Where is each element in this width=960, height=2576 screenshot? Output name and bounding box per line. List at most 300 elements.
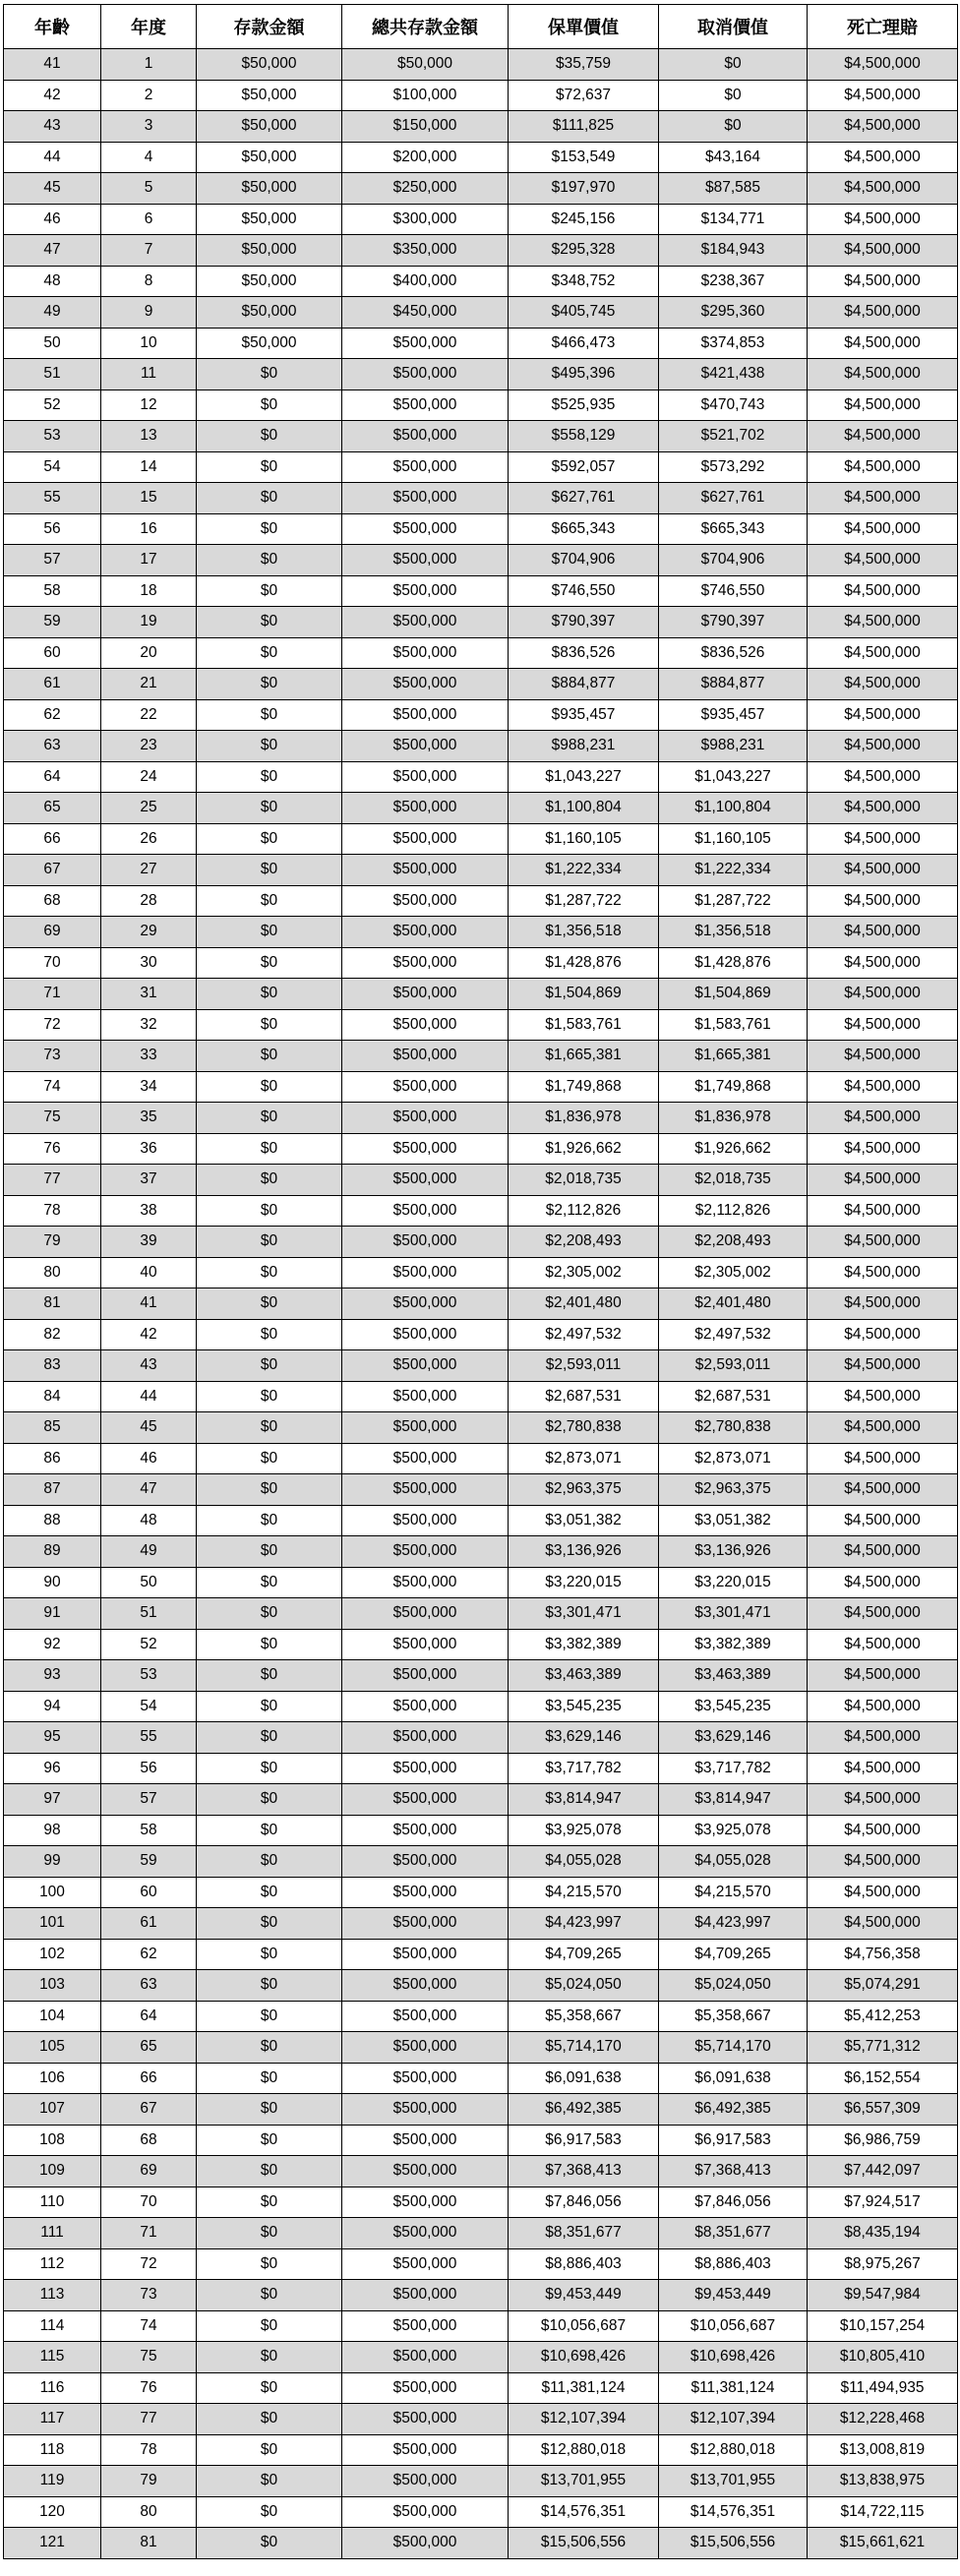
cell-total-deposit: $500,000 <box>342 1629 509 1660</box>
cell-surrender-value: $134,771 <box>659 204 808 235</box>
cell-surrender-value: $1,160,105 <box>659 823 808 855</box>
table-row <box>4 947 958 979</box>
cell-death-benefit: $4,500,000 <box>808 1288 958 1320</box>
cell-total-deposit: $500,000 <box>342 793 509 824</box>
cell-surrender-value: $0 <box>659 49 808 81</box>
table-row <box>4 1350 958 1382</box>
cell-deposit-amount: $0 <box>197 545 342 576</box>
cell-deposit-amount: $0 <box>197 731 342 762</box>
cell-age: 121 <box>4 2528 101 2559</box>
cell-death-benefit: $8,975,267 <box>808 2248 958 2280</box>
cell-year: 17 <box>101 545 197 576</box>
cell-deposit-amount: $50,000 <box>197 266 342 297</box>
cell-age: 109 <box>4 2156 101 2187</box>
cell-total-deposit: $500,000 <box>342 1908 509 1940</box>
cell-death-benefit: $4,500,000 <box>808 575 958 607</box>
cell-death-benefit: $4,500,000 <box>808 1474 958 1506</box>
cell-death-benefit: $4,500,000 <box>808 1908 958 1940</box>
cell-deposit-amount: $50,000 <box>197 80 342 111</box>
table-row <box>4 1227 958 1258</box>
cell-deposit-amount: $0 <box>197 2434 342 2466</box>
cell-policy-value: $704,906 <box>509 545 659 576</box>
cell-surrender-value: $2,305,002 <box>659 1257 808 1288</box>
cell-age: 61 <box>4 669 101 700</box>
cell-surrender-value: $2,497,532 <box>659 1319 808 1350</box>
table-row <box>4 451 958 483</box>
cell-surrender-value: $4,215,570 <box>659 1877 808 1908</box>
table-row <box>4 2094 958 2126</box>
cell-total-deposit: $500,000 <box>342 2496 509 2528</box>
cell-death-benefit: $4,500,000 <box>808 266 958 297</box>
cell-age: 97 <box>4 1784 101 1816</box>
cell-death-benefit: $5,771,312 <box>808 2032 958 2064</box>
cell-deposit-amount: $0 <box>197 637 342 669</box>
cell-surrender-value: $1,749,868 <box>659 1071 808 1103</box>
cell-policy-value: $3,925,078 <box>509 1815 659 1846</box>
cell-total-deposit: $500,000 <box>342 2372 509 2404</box>
cell-deposit-amount: $0 <box>197 483 342 514</box>
cell-age: 120 <box>4 2496 101 2528</box>
cell-age: 108 <box>4 2125 101 2156</box>
table-row <box>4 1443 958 1474</box>
cell-year: 75 <box>101 2342 197 2373</box>
cell-total-deposit: $500,000 <box>342 483 509 514</box>
table-row <box>4 2001 958 2032</box>
cell-total-deposit: $500,000 <box>342 2248 509 2280</box>
cell-age: 75 <box>4 1103 101 1134</box>
cell-total-deposit: $150,000 <box>342 111 509 143</box>
cell-death-benefit: $4,500,000 <box>808 1691 958 1722</box>
cell-year: 10 <box>101 328 197 359</box>
cell-surrender-value: $238,367 <box>659 266 808 297</box>
cell-death-benefit: $7,442,097 <box>808 2156 958 2187</box>
cell-death-benefit: $4,500,000 <box>808 1598 958 1630</box>
table-row <box>4 1815 958 1846</box>
cell-surrender-value: $1,356,518 <box>659 917 808 948</box>
cell-year: 74 <box>101 2310 197 2342</box>
table-row <box>4 1041 958 1072</box>
cell-policy-value: $3,717,782 <box>509 1753 659 1784</box>
cell-surrender-value: $3,925,078 <box>659 1815 808 1846</box>
cell-policy-value: $525,935 <box>509 389 659 421</box>
cell-surrender-value: $0 <box>659 80 808 111</box>
cell-surrender-value: $8,886,403 <box>659 2248 808 2280</box>
cell-year: 58 <box>101 1815 197 1846</box>
cell-death-benefit: $5,074,291 <box>808 1970 958 2002</box>
cell-deposit-amount: $0 <box>197 1722 342 1754</box>
cell-death-benefit: $4,500,000 <box>808 1815 958 1846</box>
cell-death-benefit: $4,500,000 <box>808 111 958 143</box>
table-row <box>4 1195 958 1227</box>
cell-year: 12 <box>101 389 197 421</box>
cell-policy-value: $3,051,382 <box>509 1505 659 1536</box>
cell-policy-value: $746,550 <box>509 575 659 607</box>
cell-policy-value: $3,545,235 <box>509 1691 659 1722</box>
cell-surrender-value: $9,453,449 <box>659 2280 808 2311</box>
cell-death-benefit: $4,500,000 <box>808 1381 958 1412</box>
cell-age: 50 <box>4 328 101 359</box>
cell-age: 48 <box>4 266 101 297</box>
cell-policy-value: $6,917,583 <box>509 2125 659 2156</box>
table-row <box>4 1288 958 1320</box>
cell-total-deposit: $500,000 <box>342 1195 509 1227</box>
cell-deposit-amount: $0 <box>197 607 342 638</box>
table-row <box>4 1133 958 1165</box>
cell-death-benefit: $4,500,000 <box>808 235 958 267</box>
table-row <box>4 2310 958 2342</box>
cell-age: 111 <box>4 2218 101 2249</box>
cell-year: 71 <box>101 2218 197 2249</box>
cell-age: 116 <box>4 2372 101 2404</box>
table-row <box>4 885 958 917</box>
cell-year: 19 <box>101 607 197 638</box>
cell-total-deposit: $500,000 <box>342 885 509 917</box>
cell-deposit-amount: $0 <box>197 1288 342 1320</box>
cell-policy-value: $3,136,926 <box>509 1536 659 1568</box>
cell-policy-value: $4,055,028 <box>509 1846 659 1878</box>
cell-deposit-amount: $0 <box>197 1598 342 1630</box>
cell-deposit-amount: $0 <box>197 2528 342 2559</box>
table-row <box>4 389 958 421</box>
cell-policy-value: $1,287,722 <box>509 885 659 917</box>
cell-age: 64 <box>4 761 101 793</box>
cell-deposit-amount: $0 <box>197 1195 342 1227</box>
cell-deposit-amount: $0 <box>197 451 342 483</box>
cell-deposit-amount: $0 <box>197 1505 342 1536</box>
cell-deposit-amount: $0 <box>197 1009 342 1041</box>
table-row <box>4 2156 958 2187</box>
cell-total-deposit: $500,000 <box>342 1319 509 1350</box>
cell-surrender-value: $521,702 <box>659 421 808 452</box>
cell-age: 73 <box>4 1041 101 1072</box>
cell-policy-value: $5,358,667 <box>509 2001 659 2032</box>
cell-age: 55 <box>4 483 101 514</box>
table-body <box>4 49 958 2559</box>
cell-total-deposit: $500,000 <box>342 1877 509 1908</box>
cell-deposit-amount: $0 <box>197 1443 342 1474</box>
cell-total-deposit: $500,000 <box>342 389 509 421</box>
cell-year: 27 <box>101 855 197 886</box>
cell-surrender-value: $10,698,426 <box>659 2342 808 2373</box>
cell-deposit-amount: $0 <box>197 1846 342 1878</box>
cell-surrender-value: $6,492,385 <box>659 2094 808 2126</box>
table-row <box>4 2187 958 2218</box>
cell-year: 79 <box>101 2466 197 2497</box>
cell-death-benefit: $4,500,000 <box>808 1257 958 1288</box>
cell-year: 14 <box>101 451 197 483</box>
cell-total-deposit: $500,000 <box>342 1784 509 1816</box>
cell-death-benefit: $4,500,000 <box>808 1412 958 1444</box>
cell-deposit-amount: $0 <box>197 2032 342 2064</box>
cell-age: 43 <box>4 111 101 143</box>
cell-deposit-amount: $0 <box>197 917 342 948</box>
cell-policy-value: $35,759 <box>509 49 659 81</box>
cell-year: 46 <box>101 1443 197 1474</box>
cell-year: 6 <box>101 204 197 235</box>
cell-policy-value: $7,368,413 <box>509 2156 659 2187</box>
cell-year: 24 <box>101 761 197 793</box>
cell-death-benefit: $6,986,759 <box>808 2125 958 2156</box>
table-row <box>4 359 958 390</box>
cell-year: 31 <box>101 979 197 1010</box>
cell-deposit-amount: $0 <box>197 1784 342 1816</box>
cell-deposit-amount: $0 <box>197 979 342 1010</box>
cell-age: 107 <box>4 2094 101 2126</box>
table-header-row <box>4 5 958 49</box>
cell-policy-value: $558,129 <box>509 421 659 452</box>
cell-deposit-amount: $0 <box>197 1133 342 1165</box>
cell-surrender-value: $2,873,071 <box>659 1443 808 1474</box>
cell-surrender-value: $2,687,531 <box>659 1381 808 1412</box>
cell-surrender-value: $14,576,351 <box>659 2496 808 2528</box>
cell-death-benefit: $4,500,000 <box>808 513 958 545</box>
cell-age: 52 <box>4 389 101 421</box>
cell-policy-value: $2,112,826 <box>509 1195 659 1227</box>
cell-total-deposit: $500,000 <box>342 947 509 979</box>
cell-total-deposit: $500,000 <box>342 2434 509 2466</box>
cell-year: 48 <box>101 1505 197 1536</box>
table-row <box>4 421 958 452</box>
cell-total-deposit: $500,000 <box>342 2218 509 2249</box>
cell-total-deposit: $500,000 <box>342 1257 509 1288</box>
cell-age: 58 <box>4 575 101 607</box>
cell-death-benefit: $4,500,000 <box>808 669 958 700</box>
cell-year: 8 <box>101 266 197 297</box>
cell-death-benefit: $4,500,000 <box>808 328 958 359</box>
cell-year: 28 <box>101 885 197 917</box>
cell-deposit-amount: $50,000 <box>197 328 342 359</box>
cell-age: 79 <box>4 1227 101 1258</box>
cell-total-deposit: $200,000 <box>342 142 509 173</box>
cell-deposit-amount: $0 <box>197 1970 342 2002</box>
cell-deposit-amount: $0 <box>197 1815 342 1846</box>
table-row <box>4 917 958 948</box>
table-row <box>4 669 958 700</box>
cell-total-deposit: $500,000 <box>342 1939 509 1970</box>
table-row <box>4 1474 958 1506</box>
cell-total-deposit: $500,000 <box>342 545 509 576</box>
cell-deposit-amount: $0 <box>197 2404 342 2435</box>
cell-age: 85 <box>4 1412 101 1444</box>
cell-policy-value: $1,836,978 <box>509 1103 659 1134</box>
cell-policy-value: $988,231 <box>509 731 659 762</box>
cell-policy-value: $2,963,375 <box>509 1474 659 1506</box>
cell-age: 114 <box>4 2310 101 2342</box>
cell-total-deposit: $500,000 <box>342 1350 509 1382</box>
table-row <box>4 2528 958 2559</box>
cell-total-deposit: $500,000 <box>342 1009 509 1041</box>
cell-total-deposit: $500,000 <box>342 328 509 359</box>
cell-deposit-amount: $0 <box>197 1908 342 1940</box>
cell-surrender-value: $8,351,677 <box>659 2218 808 2249</box>
cell-death-benefit: $4,500,000 <box>808 297 958 329</box>
cell-year: 15 <box>101 483 197 514</box>
cell-year: 22 <box>101 699 197 731</box>
cell-deposit-amount: $50,000 <box>197 297 342 329</box>
cell-age: 100 <box>4 1877 101 1908</box>
cell-surrender-value: $665,343 <box>659 513 808 545</box>
cell-death-benefit: $4,500,000 <box>808 545 958 576</box>
cell-age: 99 <box>4 1846 101 1878</box>
cell-surrender-value: $3,136,926 <box>659 1536 808 1568</box>
cell-policy-value: $3,301,471 <box>509 1598 659 1630</box>
cell-surrender-value: $4,055,028 <box>659 1846 808 1878</box>
cell-deposit-amount: $0 <box>197 1165 342 1196</box>
cell-deposit-amount: $50,000 <box>197 173 342 205</box>
cell-year: 23 <box>101 731 197 762</box>
cell-surrender-value: $3,545,235 <box>659 1691 808 1722</box>
cell-policy-value: $627,761 <box>509 483 659 514</box>
cell-year: 62 <box>101 1939 197 1970</box>
cell-total-deposit: $500,000 <box>342 1412 509 1444</box>
cell-deposit-amount: $0 <box>197 1753 342 1784</box>
cell-policy-value: $12,107,394 <box>509 2404 659 2435</box>
cell-deposit-amount: $0 <box>197 699 342 731</box>
cell-surrender-value: $43,164 <box>659 142 808 173</box>
cell-death-benefit: $4,500,000 <box>808 1009 958 1041</box>
cell-deposit-amount: $0 <box>197 1939 342 1970</box>
cell-total-deposit: $500,000 <box>342 669 509 700</box>
cell-surrender-value: $1,222,334 <box>659 855 808 886</box>
cell-age: 93 <box>4 1660 101 1692</box>
table-row <box>4 1536 958 1568</box>
cell-year: 67 <box>101 2094 197 2126</box>
cell-surrender-value: $1,504,869 <box>659 979 808 1010</box>
cell-policy-value: $197,970 <box>509 173 659 205</box>
cell-surrender-value: $3,301,471 <box>659 1598 808 1630</box>
cell-age: 89 <box>4 1536 101 1568</box>
cell-policy-value: $111,825 <box>509 111 659 143</box>
cell-surrender-value: $13,701,955 <box>659 2466 808 2497</box>
table-row <box>4 1877 958 1908</box>
cell-year: 66 <box>101 2063 197 2094</box>
cell-death-benefit: $6,152,554 <box>808 2063 958 2094</box>
cell-deposit-amount: $0 <box>197 2372 342 2404</box>
cell-deposit-amount: $0 <box>197 1227 342 1258</box>
cell-year: 63 <box>101 1970 197 2002</box>
table-row <box>4 1691 958 1722</box>
table-row <box>4 1629 958 1660</box>
cell-policy-value: $15,506,556 <box>509 2528 659 2559</box>
cell-deposit-amount: $0 <box>197 2280 342 2311</box>
cell-age: 90 <box>4 1567 101 1598</box>
table-row <box>4 979 958 1010</box>
cell-total-deposit: $500,000 <box>342 2032 509 2064</box>
cell-death-benefit: $4,500,000 <box>808 699 958 731</box>
cell-year: 59 <box>101 1846 197 1878</box>
cell-deposit-amount: $0 <box>197 823 342 855</box>
cell-death-benefit: $4,500,000 <box>808 607 958 638</box>
cell-death-benefit: $4,500,000 <box>808 1753 958 1784</box>
cell-deposit-amount: $50,000 <box>197 49 342 81</box>
cell-year: 80 <box>101 2496 197 2528</box>
cell-policy-value: $12,880,018 <box>509 2434 659 2466</box>
cell-policy-value: $2,401,480 <box>509 1288 659 1320</box>
cell-policy-value: $3,629,146 <box>509 1722 659 1754</box>
cell-policy-value: $13,701,955 <box>509 2466 659 2497</box>
header-surrender-value: 取消價值 <box>659 5 808 49</box>
cell-surrender-value: $1,428,876 <box>659 947 808 979</box>
cell-surrender-value: $374,853 <box>659 328 808 359</box>
cell-age: 87 <box>4 1474 101 1506</box>
cell-year: 69 <box>101 2156 197 2187</box>
cell-deposit-amount: $0 <box>197 1691 342 1722</box>
cell-surrender-value: $790,397 <box>659 607 808 638</box>
cell-surrender-value: $1,100,804 <box>659 793 808 824</box>
table-row <box>4 2063 958 2094</box>
table-row <box>4 1753 958 1784</box>
cell-age: 44 <box>4 142 101 173</box>
cell-death-benefit: $4,500,000 <box>808 173 958 205</box>
table-row <box>4 637 958 669</box>
cell-year: 61 <box>101 1908 197 1940</box>
cell-death-benefit: $4,500,000 <box>808 1660 958 1692</box>
cell-age: 94 <box>4 1691 101 1722</box>
cell-surrender-value: $988,231 <box>659 731 808 762</box>
cell-policy-value: $3,463,389 <box>509 1660 659 1692</box>
cell-policy-value: $1,926,662 <box>509 1133 659 1165</box>
cell-age: 102 <box>4 1939 101 1970</box>
cell-total-deposit: $500,000 <box>342 2404 509 2435</box>
cell-death-benefit: $4,500,000 <box>808 1195 958 1227</box>
cell-surrender-value: $295,360 <box>659 297 808 329</box>
cell-total-deposit: $500,000 <box>342 421 509 452</box>
table-row <box>4 2218 958 2249</box>
cell-surrender-value: $1,665,381 <box>659 1041 808 1072</box>
cell-year: 40 <box>101 1257 197 1288</box>
cell-year: 9 <box>101 297 197 329</box>
cell-age: 49 <box>4 297 101 329</box>
cell-policy-value: $9,453,449 <box>509 2280 659 2311</box>
cell-death-benefit: $4,500,000 <box>808 823 958 855</box>
cell-year: 33 <box>101 1041 197 1072</box>
cell-age: 83 <box>4 1350 101 1382</box>
cell-age: 110 <box>4 2187 101 2218</box>
cell-policy-value: $1,160,105 <box>509 823 659 855</box>
cell-total-deposit: $500,000 <box>342 607 509 638</box>
cell-surrender-value: $11,381,124 <box>659 2372 808 2404</box>
cell-deposit-amount: $0 <box>197 2342 342 2373</box>
cell-policy-value: $10,698,426 <box>509 2342 659 2373</box>
cell-total-deposit: $500,000 <box>342 1846 509 1878</box>
cell-year: 49 <box>101 1536 197 1568</box>
cell-total-deposit: $500,000 <box>342 1071 509 1103</box>
cell-age: 62 <box>4 699 101 731</box>
cell-year: 32 <box>101 1009 197 1041</box>
cell-deposit-amount: $0 <box>197 1319 342 1350</box>
cell-age: 51 <box>4 359 101 390</box>
cell-year: 57 <box>101 1784 197 1816</box>
cell-death-benefit: $4,500,000 <box>808 204 958 235</box>
cell-year: 21 <box>101 669 197 700</box>
cell-deposit-amount: $0 <box>197 389 342 421</box>
cell-deposit-amount: $0 <box>197 1041 342 1072</box>
cell-total-deposit: $500,000 <box>342 979 509 1010</box>
table-row <box>4 2248 958 2280</box>
cell-policy-value: $3,220,015 <box>509 1567 659 1598</box>
cell-year: 1 <box>101 49 197 81</box>
cell-total-deposit: $500,000 <box>342 917 509 948</box>
cell-year: 36 <box>101 1133 197 1165</box>
cell-year: 54 <box>101 1691 197 1722</box>
cell-death-benefit: $4,500,000 <box>808 483 958 514</box>
cell-death-benefit: $4,500,000 <box>808 80 958 111</box>
cell-deposit-amount: $0 <box>197 513 342 545</box>
table-row <box>4 793 958 824</box>
cell-surrender-value: $3,051,382 <box>659 1505 808 1536</box>
cell-deposit-amount: $0 <box>197 1474 342 1506</box>
cell-year: 35 <box>101 1103 197 1134</box>
